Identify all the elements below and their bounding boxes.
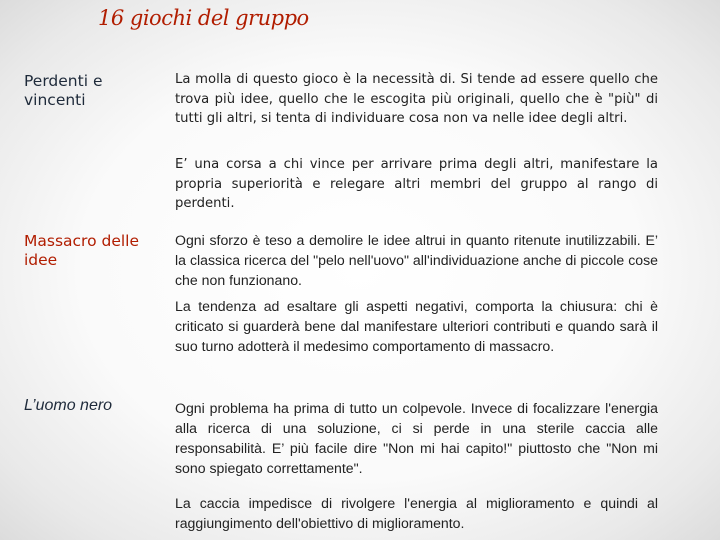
- section-label-uomo-nero: L’uomo nero: [24, 397, 113, 414]
- section-label-perdenti-vincenti: Perdenti e vincenti: [24, 72, 103, 109]
- slide-title: 16 giochi del gruppo: [98, 6, 309, 30]
- section-label-massacro-idee: Massacro delle idee: [24, 232, 140, 269]
- paragraph-perdenti-2: E’ una corsa a chi vince per arrivare prima degli altri, manifestare la propria superiorità e relegare altri membri del gruppo al rango di perdenti.: [175, 157, 658, 211]
- paragraph-perdenti-1: La molla di questo gioco è la necessità di. Si tende ad essere quello che trova più idee, quello che le escogita più originali, quello che è "più" di tutti gli altri, si tenta di individuare cosa non va nelle idee degli altri.: [175, 72, 658, 126]
- paragraph-uomo-nero-2: La caccia impedisce di rivolgere l'energia al miglioramento e quindi al raggiungimento dell'obiettivo di miglioramento.: [175, 495, 658, 531]
- paragraph-uomo-nero-1: Ogni problema ha prima di tutto un colpevole. Invece di focalizzare l'energia alla ricerca di una soluzione, ci si perde in una sterile caccia alle responsabilità. E’ più facile dire "Non mi hai capito!" piuttosto che "Non mi sono spiegato correttamente".: [175, 400, 658, 476]
- paragraph-massacro-1: Ogni sforzo è teso a demolire le idee altrui in quanto ritenute inutilizzabili. E’ la classica ricerca del "pelo nell'uovo" all'individuazione anche di piccole cose che non funzionano.: [175, 232, 658, 288]
- paragraph-massacro-2: La tendenza ad esaltare gli aspetti negativi, comporta la chiusura: chi è criticato si guarderà bene dal manifestare ulteriori contributi e quando sarà il suo turno adotterà il medesimo comportamento di massacro.: [175, 298, 658, 354]
